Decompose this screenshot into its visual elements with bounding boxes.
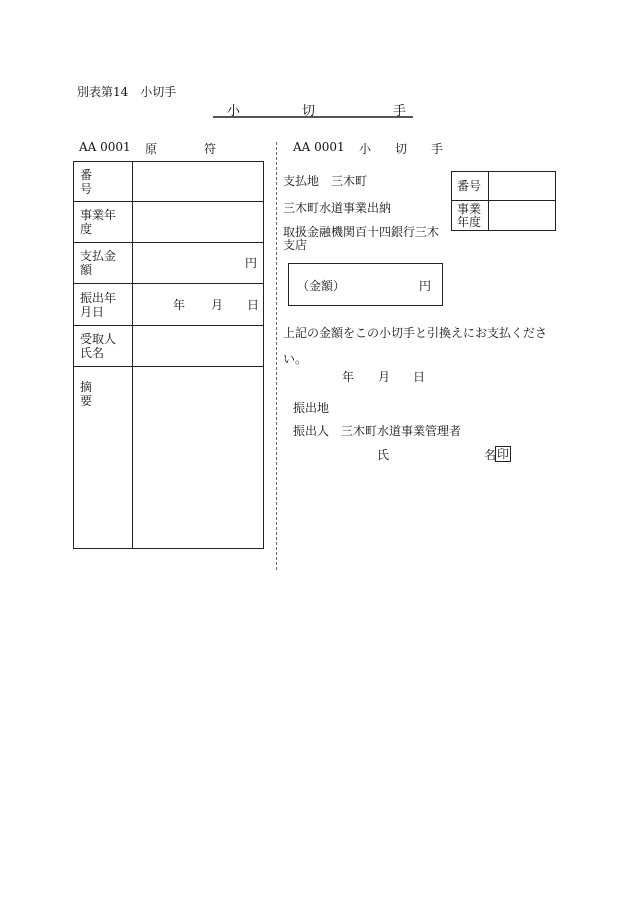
payment-instruction: 上記の金額をこの小切手と引換えにお支払ください。 <box>283 326 548 366</box>
stub-row-number <box>74 162 264 202</box>
stub-issue-date-value[interactable] <box>133 284 264 326</box>
form-number-label: 別表第14 小切手 <box>77 85 177 99</box>
check-row-number <box>452 172 556 201</box>
stub-amount-label: 支払金額 <box>74 243 133 284</box>
amount-unit: 円 <box>419 279 432 293</box>
stub-number-value[interactable] <box>133 162 264 202</box>
stub-payee-value[interactable] <box>133 326 264 367</box>
amount-label: （金額） <box>297 279 346 293</box>
check-fiscal-year-label: 事業年度 <box>452 201 489 231</box>
check-row-fiscal-year <box>452 201 556 231</box>
stub-amount-value[interactable] <box>133 243 264 284</box>
stub-fiscal-year-label: 事業年度 <box>74 202 133 243</box>
stub-row-issue-date <box>74 284 264 326</box>
name-char-2: 名 <box>484 448 497 462</box>
check-fiscal-year-value[interactable] <box>489 201 556 231</box>
stub-kind-2: 符 <box>204 142 217 156</box>
stub-table <box>73 161 264 549</box>
stub-row-payee <box>74 326 264 367</box>
check-number-value[interactable] <box>489 172 556 201</box>
check-date-day: 日 <box>413 370 426 384</box>
stub-summary-label: 摘 要 <box>74 367 133 549</box>
stub-code: AA 0001 <box>79 140 131 154</box>
stub-fiscal-year-value[interactable] <box>133 202 264 243</box>
handling-bank: 取扱金融機関百十四銀行三木支店 <box>283 225 440 252</box>
check-number-label: 番号 <box>452 172 489 201</box>
check-title-char-3: 手 <box>431 142 444 156</box>
check-date-month: 月 <box>378 370 391 384</box>
stub-date-day: 日 <box>247 298 260 312</box>
name-char-1: 氏 <box>377 448 390 462</box>
stub-date-month: 月 <box>211 298 224 312</box>
issuer: 振出人 三木町水道事業管理者 <box>293 424 462 438</box>
stub-date-year: 年 <box>173 298 186 312</box>
title-char-3: 手 <box>393 104 407 119</box>
seal-mark <box>495 445 511 462</box>
stub-kind-1: 原 <box>145 142 158 156</box>
check-code: AA 0001 <box>293 140 345 154</box>
issue-place: 振出地 <box>293 401 330 415</box>
check-number-table <box>451 171 556 231</box>
stub-issue-date-label: 振出年月日 <box>74 284 133 326</box>
stub-row-fiscal-year <box>74 202 264 243</box>
disbursement-office: 三木町水道事業出納 <box>283 201 392 215</box>
seal-text: 印 <box>497 447 510 461</box>
title-char-1: 小 <box>227 104 241 119</box>
stub-summary-value[interactable] <box>133 367 264 549</box>
stub-amount-unit: 円 <box>244 256 257 270</box>
stub-row-summary <box>74 367 264 549</box>
stub-payee-label: 受取人氏名 <box>74 326 133 367</box>
title-char-2: 切 <box>302 104 316 119</box>
form-title <box>213 100 413 118</box>
check-title-char-2: 切 <box>395 142 408 156</box>
stub-row-amount <box>74 243 264 284</box>
perforation-line <box>276 142 277 570</box>
amount-box[interactable] <box>288 263 443 306</box>
stub-number-label: 番 号 <box>74 162 133 202</box>
check-title-char-1: 小 <box>359 142 372 156</box>
payment-place: 支払地 三木町 <box>283 174 368 188</box>
check-date-year: 年 <box>342 370 355 384</box>
